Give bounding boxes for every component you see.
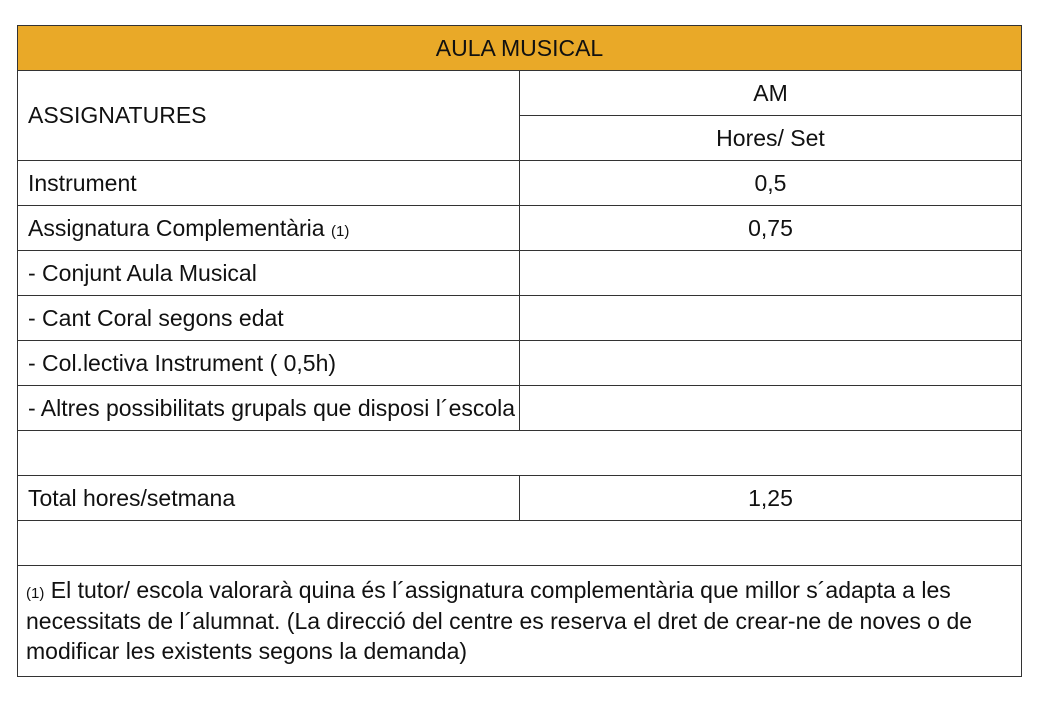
subjects-hours-table — [17, 25, 1022, 677]
row-label-text: Assignatura Complementària — [28, 214, 331, 241]
column-header-am: AM — [520, 71, 1022, 116]
row-label-note: (1) — [330, 222, 350, 240]
row-value — [520, 341, 1022, 386]
table-row — [18, 206, 1022, 251]
row-value — [520, 386, 1022, 431]
row-label-text: - Altres possibilitats grupals que disposi l´escola — [28, 394, 516, 421]
footnote-marker: (1) — [26, 585, 45, 603]
table-title: AULA MUSICAL — [18, 26, 1022, 71]
table-row — [18, 161, 1022, 206]
row-label-text: Instrument — [28, 169, 137, 196]
footnote — [18, 566, 1022, 677]
blank-row — [18, 431, 1022, 476]
total-row — [18, 476, 1022, 521]
row-label — [18, 206, 520, 251]
row-label — [18, 341, 520, 386]
row-label — [18, 296, 520, 341]
total-label: Total hores/setmana — [18, 476, 520, 521]
column-subheader-hours: Hores/ Set — [520, 116, 1022, 161]
row-value — [520, 251, 1022, 296]
footnote-text: El tutor/ escola valorarà quina és l´assignatura complementària que millor s´adapta a les necessitats de l´alumnat. (La direcció del centre es reserva el dret de crear-ne de noves o de modificar les existents segons la demanda) — [26, 577, 973, 665]
row-label-text: - Cant Coral segons edat — [28, 304, 284, 331]
row-label — [18, 251, 520, 296]
subjects-header: ASSIGNATURES — [18, 71, 520, 161]
row-label — [18, 161, 520, 206]
total-value: 1,25 — [520, 476, 1022, 521]
row-label-text: - Col.lectiva Instrument ( 0,5h) — [28, 349, 337, 376]
blank-cell — [18, 431, 1022, 476]
row-value — [520, 296, 1022, 341]
table-row — [18, 341, 1022, 386]
row-label — [18, 386, 520, 431]
row-value: 0,5 — [520, 161, 1022, 206]
row-value: 0,75 — [520, 206, 1022, 251]
blank-cell — [18, 521, 1022, 566]
row-label-text: - Conjunt Aula Musical — [28, 259, 257, 286]
table-row — [18, 386, 1022, 431]
table-row — [18, 296, 1022, 341]
blank-row — [18, 521, 1022, 566]
footnote-row — [18, 566, 1022, 677]
table-row — [18, 251, 1022, 296]
